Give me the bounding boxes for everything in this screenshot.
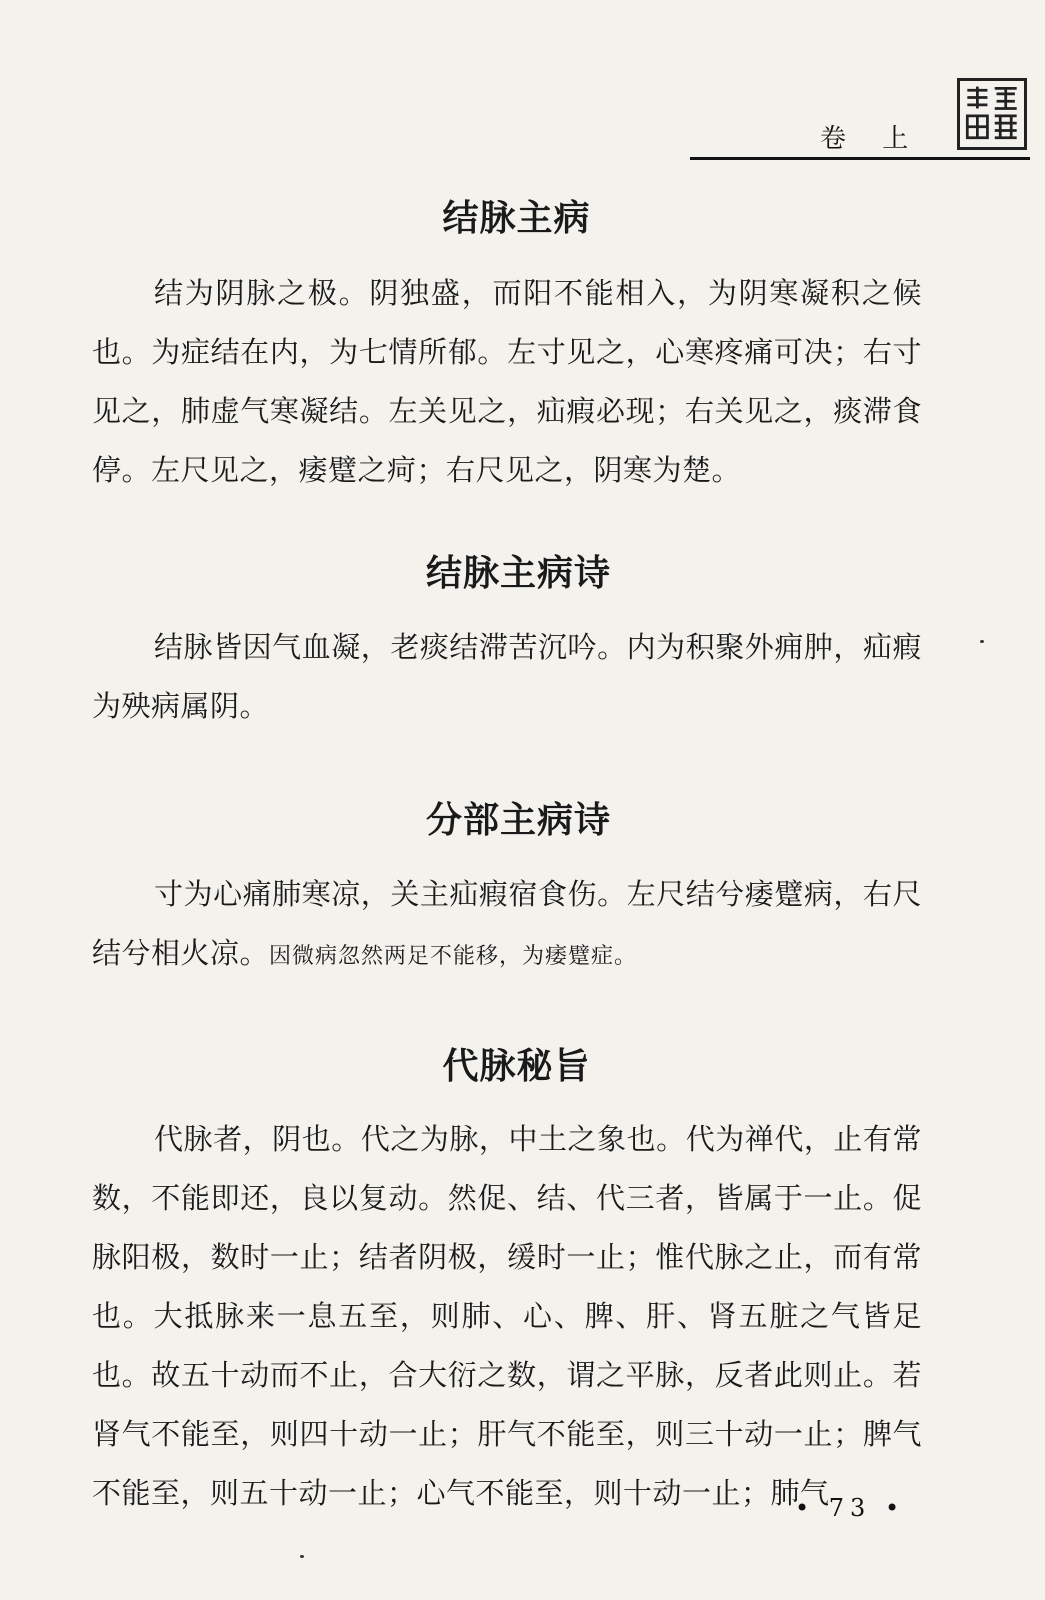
section-heading: 分部主病诗 [425, 800, 611, 841]
section-heading: 代脉秘旨 [442, 1046, 591, 1087]
section-paragraph: 代脉者，阴也。代之为脉，中土之象也。代为禅代，止有常数，不能即还，良以复动。然促、结、代三者，皆属于一止。促脉阳极，数时一止；结者阴极，缓时一止；惟代脉之止，而有常也。大抵脉来一息五至，则肺、心、脾、肝、肾五脏之气皆足也。故五十动而不止，合大衍之数，谓之平脉，反者此则止。若肾气不能至，则四十动一止；肝气不能至，则三十动一止；脾气不能至，则五十动一止；心气不能至，则十动一止；肺气 [92, 1122, 922, 1510]
page-number: • 73 • [795, 1494, 906, 1522]
section-heading: 结脉主病诗 [425, 553, 611, 594]
header-rule [690, 157, 1030, 160]
annotation-note: 因微病忽然两足不能移，为痿躄症。 [269, 944, 638, 969]
section-paragraph: 结为阴脉之极。阴独盛，而阳不能相入，为阴寒凝积之候也。为症结在内，为七情所郁。左寸见之，心寒疼痛可决；右寸见之，肺虚气寒凝结。左关见之，疝瘕必现；右关见之，痰滞食停。左尺见之，痿躄之疴；右尺见之，阴寒为楚。 [92, 276, 922, 487]
section-heading: 结脉主病 [442, 198, 591, 239]
scan-speck [980, 640, 984, 643]
scan-speck [300, 1555, 304, 1558]
paragraph-text: 寸为心痛肺寒凉，关主疝瘕宿食伤。左尺结兮痿躄病，右尺结兮相火凉。 [92, 877, 922, 970]
seal-stamp-icon [957, 78, 1027, 150]
running-header: 卷 上 [820, 124, 923, 154]
section-paragraph [92, 865, 922, 986]
section-paragraph: 结脉皆因气血凝，老痰结滞苦沉吟。内为积聚外痈肿，疝瘕为殃病属阴。 [92, 630, 922, 723]
